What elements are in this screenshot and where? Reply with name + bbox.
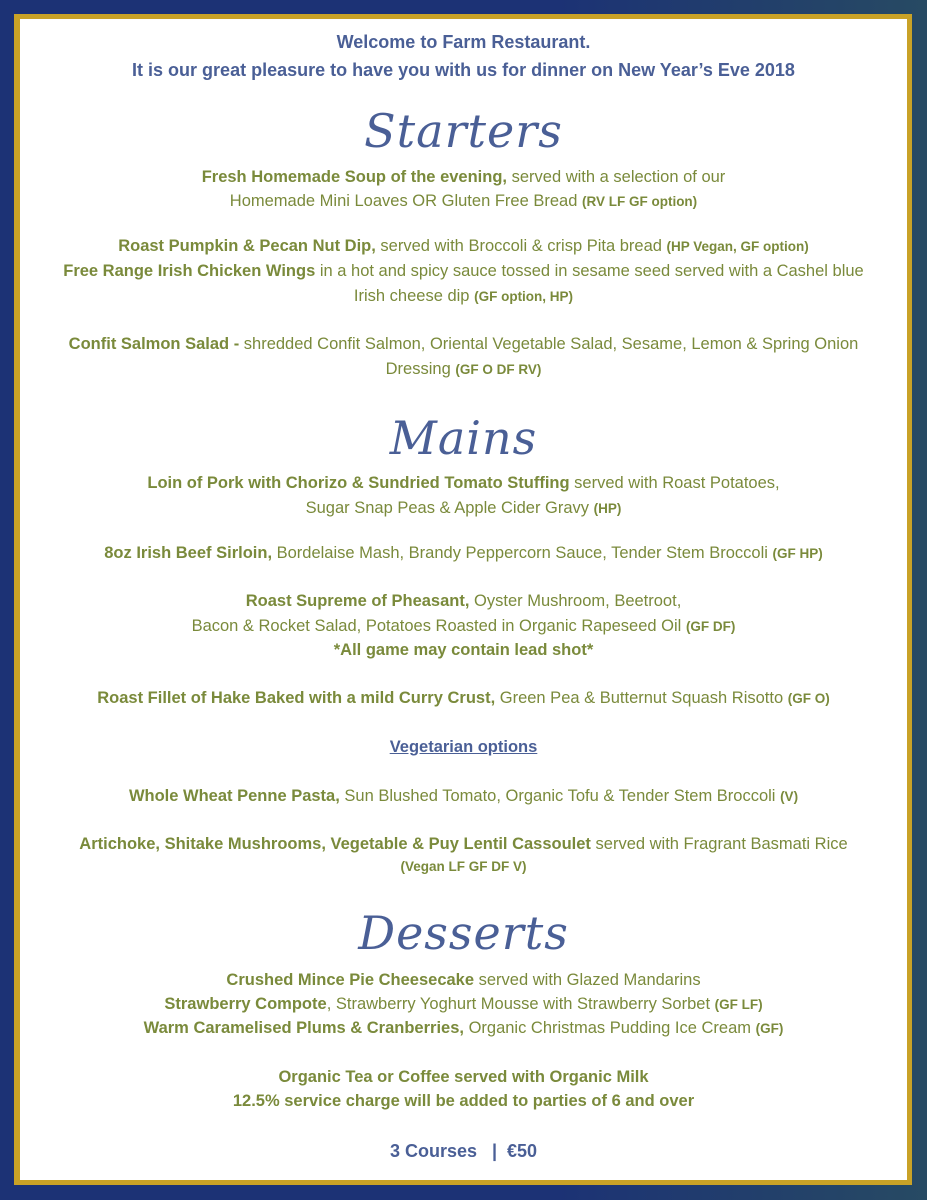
menu-item (20, 784, 907, 809)
item-name: Roast Supreme of Pheasant, (245, 592, 470, 610)
menu-item (20, 259, 907, 283)
menu-item-tags (20, 854, 907, 879)
item-name: Loin of Pork with Chorizo & Sundried Tomato Stuffing (147, 474, 570, 492)
menu-item (20, 589, 907, 613)
item-description: shredded Confit Salmon, Oriental Vegetable Salad, Sesame, Lemon & Spring Onion (239, 335, 859, 353)
item-name: Strawberry Compote (164, 995, 327, 1013)
dietary-tags: (RV LF GF option) (581, 194, 698, 209)
menu-item-cont (20, 189, 907, 214)
item-name: Whole Wheat Penne Pasta, (128, 787, 340, 805)
menu-item-cont (20, 284, 907, 309)
tea-coffee-note (20, 1065, 907, 1089)
price-line: 3 Courses | €50 (389, 1141, 538, 1161)
menu-item-cont (20, 614, 907, 639)
menu-item (20, 832, 907, 856)
dietary-tags: (GF O DF RV) (455, 362, 542, 377)
menu-item (20, 332, 907, 356)
dietary-tags: (GF O) (787, 691, 830, 706)
item-name: *All game may contain lead shot* (333, 641, 594, 659)
item-description: Oyster Mushroom, Beetroot, (469, 592, 682, 610)
menu-item (20, 471, 907, 495)
item-description: Sugar Snap Peas & Apple Cider Gravy (305, 499, 594, 517)
item-description: Bacon & Rocket Salad, Potatoes Roasted in Organic Rapeseed Oil (191, 617, 686, 635)
dietary-tags: (GF option, HP) (474, 289, 574, 304)
dietary-tags: (GF) (755, 1021, 784, 1036)
dietary-tags: (HP) (593, 501, 622, 516)
item-name: 12.5% service charge will be added to parties of 6 and over (232, 1092, 695, 1110)
item-description: Sun Blushed Tomato, Organic Tofu & Tender Stem Broccoli (339, 787, 781, 805)
service-charge-note (20, 1089, 907, 1113)
item-description: in a hot and spicy sauce tossed in sesame seed served with a Cashel blue (315, 262, 864, 280)
item-description: Irish cheese dip (353, 287, 475, 305)
menu-item (20, 686, 907, 711)
item-name: Confit Salmon Salad - (68, 335, 240, 353)
dietary-tags: (Vegan LF GF DF V) (400, 859, 527, 874)
item-description: served with Broccoli & crisp Pita bread (375, 237, 667, 255)
item-description: Bordelaise Mash, Brandy Peppercorn Sauce, Tender Stem Broccoli (272, 544, 773, 562)
item-description: served with a selection of our (507, 168, 726, 186)
item-description: Organic Christmas Pudding Ice Cream (463, 1019, 756, 1037)
item-description: served with Glazed Mandarins (474, 971, 701, 989)
menu-item (20, 992, 907, 1017)
welcome-subline: It is our great pleasure to have you with us for dinner on New Year’s Eve 2018 (132, 60, 795, 80)
vegetarian-options-heading: Vegetarian options (389, 738, 538, 756)
item-description: Homemade Mini Loaves OR Gluten Free Bread (229, 192, 582, 210)
welcome-line: Welcome to Farm Restaurant. (336, 32, 591, 52)
menu-item (20, 1016, 907, 1041)
section-title-starters: Starters (364, 104, 563, 158)
item-name: Artichoke, Shitake Mushrooms, Vegetable & Puy Lentil Cassoulet (79, 835, 591, 853)
section-title-mains: Mains (389, 411, 538, 465)
item-name: Crushed Mince Pie Cheesecake (226, 971, 475, 989)
dietary-tags: (GF DF) (685, 619, 736, 634)
item-name: Roast Pumpkin & Pecan Nut Dip, (118, 237, 376, 255)
lead-shot-note (20, 638, 907, 662)
dietary-tags: (HP Vegan, GF option) (666, 239, 809, 254)
item-description: served with Roast Potatoes, (569, 474, 780, 492)
item-name: Fresh Homemade Soup of the evening, (201, 168, 508, 186)
section-title-desserts: Desserts (358, 906, 569, 960)
item-name: Free Range Irish Chicken Wings (63, 262, 316, 280)
item-name: Warm Caramelised Plums & Cranberries, (143, 1019, 464, 1037)
item-description: , Strawberry Yoghurt Mousse with Strawberry Sorbet (326, 995, 715, 1013)
item-name: Roast Fillet of Hake Baked with a mild Curry Crust, (97, 689, 496, 707)
menu-item (20, 541, 907, 566)
item-name: 8oz Irish Beef Sirloin, (104, 544, 273, 562)
item-description: Dressing (385, 360, 456, 378)
menu-item-cont (20, 496, 907, 521)
dietary-tags: (GF HP) (772, 546, 823, 561)
menu-item (20, 968, 907, 992)
dietary-tags: (GF LF) (714, 997, 763, 1012)
menu-item-cont (20, 357, 907, 382)
menu-item (20, 165, 907, 189)
item-name: Organic Tea or Coffee served with Organic Milk (278, 1068, 649, 1086)
item-description: served with Fragrant Basmati Rice (590, 835, 848, 853)
dietary-tags: (V) (780, 789, 799, 804)
item-description: Green Pea & Butternut Squash Risotto (495, 689, 788, 707)
menu-item (20, 234, 907, 259)
